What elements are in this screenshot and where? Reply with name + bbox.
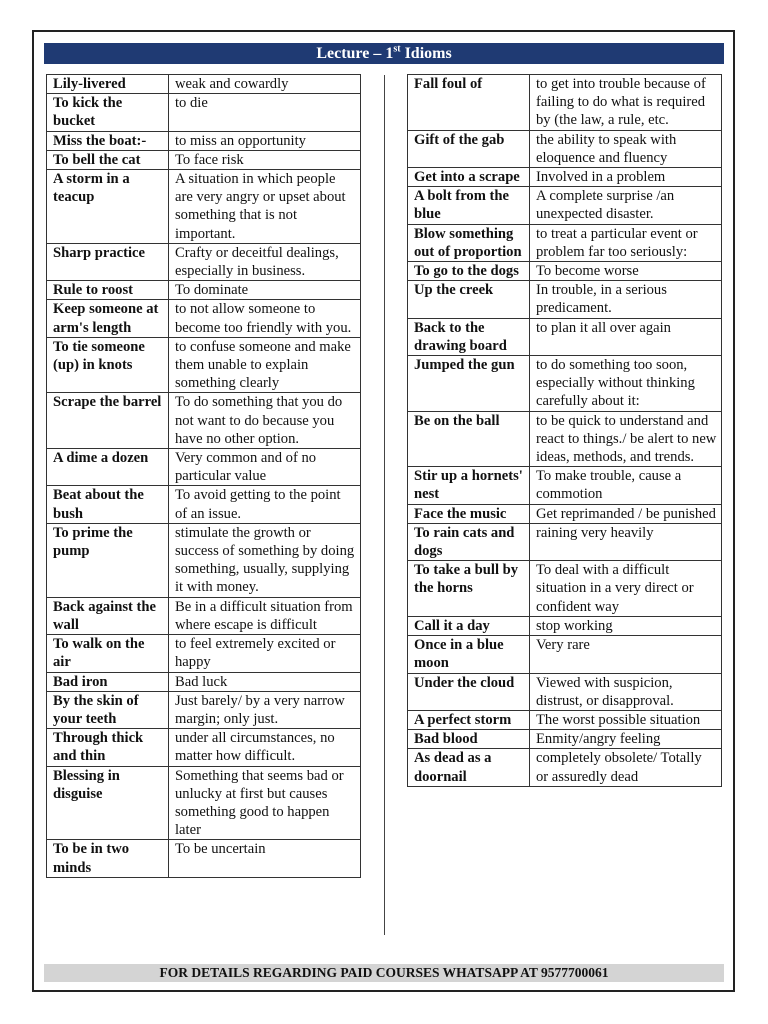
idiom-meaning: raining very heavily [530,523,722,560]
idiom-meaning: stimulate the growth or success of something by doing something, usually, supplying it with money. [169,523,361,597]
idiom-meaning: Bad luck [169,672,361,691]
table-row [47,672,361,691]
idiom-meaning: Viewed with suspicion, distrust, or disapproval. [530,673,722,710]
idiom-meaning: Get reprimanded / be punished [530,504,722,523]
idiom-term: Blessing in disguise [47,766,169,840]
table-row [408,281,722,318]
table-row [47,94,361,131]
table-row [408,504,722,523]
table-row [47,597,361,634]
idiom-term: To bell the cat [47,150,169,169]
table-row [408,75,722,131]
idiom-term: Sharp practice [47,243,169,280]
table-row [47,281,361,300]
idioms-table-left [46,74,361,878]
idiom-term: To kick the bucket [47,94,169,131]
idiom-meaning: Crafty or deceitful dealings, especially in business. [169,243,361,280]
idiom-term: Under the cloud [408,673,530,710]
table-row [408,130,722,167]
idiom-meaning: Very rare [530,636,722,673]
idiom-term: Through thick and thin [47,729,169,766]
table-row [47,729,361,766]
idiom-term: Be on the ball [408,411,530,467]
idiom-term: Back to the drawing board [408,318,530,355]
table-row [408,262,722,281]
table-row [47,766,361,840]
table-row [47,300,361,337]
idiom-term: To tie someone (up) in knots [47,337,169,393]
idiom-meaning: to confuse someone and make them unable to explain something clearly [169,337,361,393]
table-row [47,486,361,523]
table-row [408,561,722,617]
idiom-term: Rule to roost [47,281,169,300]
table-row [408,673,722,710]
idiom-meaning: to treat a particular event or problem far too seriously: [530,224,722,261]
idiom-meaning: Involved in a problem [530,168,722,187]
idiom-term: A perfect storm [408,710,530,729]
idiom-term: To prime the pump [47,523,169,597]
page-title [44,43,724,64]
idiom-meaning: completely obsolete/ Totally or assuredly dead [530,749,722,786]
idiom-meaning: to feel extremely excited or happy [169,635,361,672]
idiom-term: Jumped the gun [408,356,530,412]
idiom-meaning: Be in a difficult situation from where escape is difficult [169,597,361,634]
idiom-meaning: the ability to speak with eloquence and fluency [530,130,722,167]
column-divider [384,75,385,935]
idiom-term: Once in a blue moon [408,636,530,673]
idiom-meaning: To avoid getting to the point of an issue. [169,486,361,523]
idiom-term: Bad blood [408,730,530,749]
table-row [408,636,722,673]
idiom-term: To rain cats and dogs [408,523,530,560]
idiom-meaning: A complete surprise /an unexpected disaster. [530,187,722,224]
idiom-meaning: To make trouble, cause a commotion [530,467,722,504]
idiom-term: Face the music [408,504,530,523]
idiom-meaning: to die [169,94,361,131]
idiom-term: A dime a dozen [47,449,169,486]
idiom-meaning: The worst possible situation [530,710,722,729]
table-row [408,318,722,355]
table-row [408,749,722,786]
idiom-term: Keep someone at arm's length [47,300,169,337]
idiom-term: Scrape the barrel [47,393,169,449]
idiom-term: Lily-livered [47,75,169,94]
idiom-meaning: Enmity/angry feeling [530,730,722,749]
idiom-term: Beat about the bush [47,486,169,523]
idiom-meaning: Something that seems bad or unlucky at first but causes something good to happen later [169,766,361,840]
table-row [47,170,361,244]
idiom-meaning: Just barely/ by a very narrow margin; only just. [169,691,361,728]
table-row [47,393,361,449]
idiom-term: To go to the dogs [408,262,530,281]
table-row [47,337,361,393]
table-row [47,243,361,280]
table-row [408,730,722,749]
idiom-meaning: To become worse [530,262,722,281]
idiom-term: Up the creek [408,281,530,318]
table-row [47,150,361,169]
table-row [408,616,722,635]
table-row [408,411,722,467]
idiom-term: As dead as a doornail [408,749,530,786]
idiom-meaning: weak and cowardly [169,75,361,94]
table-row [408,168,722,187]
idiom-term: To take a bull by the horns [408,561,530,617]
idioms-table-right [407,74,722,787]
table-row [47,523,361,597]
idiom-term: A bolt from the blue [408,187,530,224]
idiom-term: By the skin of your teeth [47,691,169,728]
idiom-term: Bad iron [47,672,169,691]
idiom-term: Call it a day [408,616,530,635]
title-superscript: st [393,43,401,55]
table-row [47,131,361,150]
idiom-meaning: To be uncertain [169,840,361,877]
idiom-term: To walk on the air [47,635,169,672]
idiom-meaning: A situation in which people are very angry or upset about something that is not important. [169,170,361,244]
table-row [47,691,361,728]
footer-banner: FOR DETAILS REGARDING PAID COURSES WHATSAPP AT 9577700061 [44,964,724,982]
table-row [47,635,361,672]
table-row [47,840,361,877]
idiom-meaning: to miss an opportunity [169,131,361,150]
idiom-term: Back against the wall [47,597,169,634]
table-row [408,187,722,224]
idiom-meaning: To deal with a difficult situation in a very direct or confident way [530,561,722,617]
idiom-term: Stir up a hornets' nest [408,467,530,504]
idiom-term: A storm in a teacup [47,170,169,244]
idiom-meaning: In trouble, in a serious predicament. [530,281,722,318]
idiom-meaning: To do something that you do not want to do because you have no other option. [169,393,361,449]
table-row [408,710,722,729]
idiom-meaning: to get into trouble because of failing to do what is required by (the law, a rule, etc. [530,75,722,131]
idiom-term: Miss the boat:- [47,131,169,150]
idiom-term: To be in two minds [47,840,169,877]
idiom-term: Fall foul of [408,75,530,131]
idiom-meaning: To dominate [169,281,361,300]
idiom-term: Gift of the gab [408,130,530,167]
idiom-meaning: to plan it all over again [530,318,722,355]
table-row [408,224,722,261]
idiom-term: Get into a scrape [408,168,530,187]
table-row [408,467,722,504]
title-suffix: Idioms [400,45,452,62]
table-row [408,523,722,560]
idiom-meaning: Very common and of no particular value [169,449,361,486]
table-row [47,449,361,486]
idiom-meaning: To face risk [169,150,361,169]
table-row [408,356,722,412]
idiom-meaning: under all circumstances, no matter how difficult. [169,729,361,766]
idiom-meaning: to do something too soon, especially without thinking carefully about it: [530,356,722,412]
table-row [47,75,361,94]
idiom-term: Blow something out of proportion [408,224,530,261]
idiom-meaning: to not allow someone to become too friendly with you. [169,300,361,337]
title-prefix: Lecture – 1 [316,45,394,62]
idiom-meaning: stop working [530,616,722,635]
idiom-meaning: to be quick to understand and react to things./ be alert to new ideas, methods, and trends. [530,411,722,467]
